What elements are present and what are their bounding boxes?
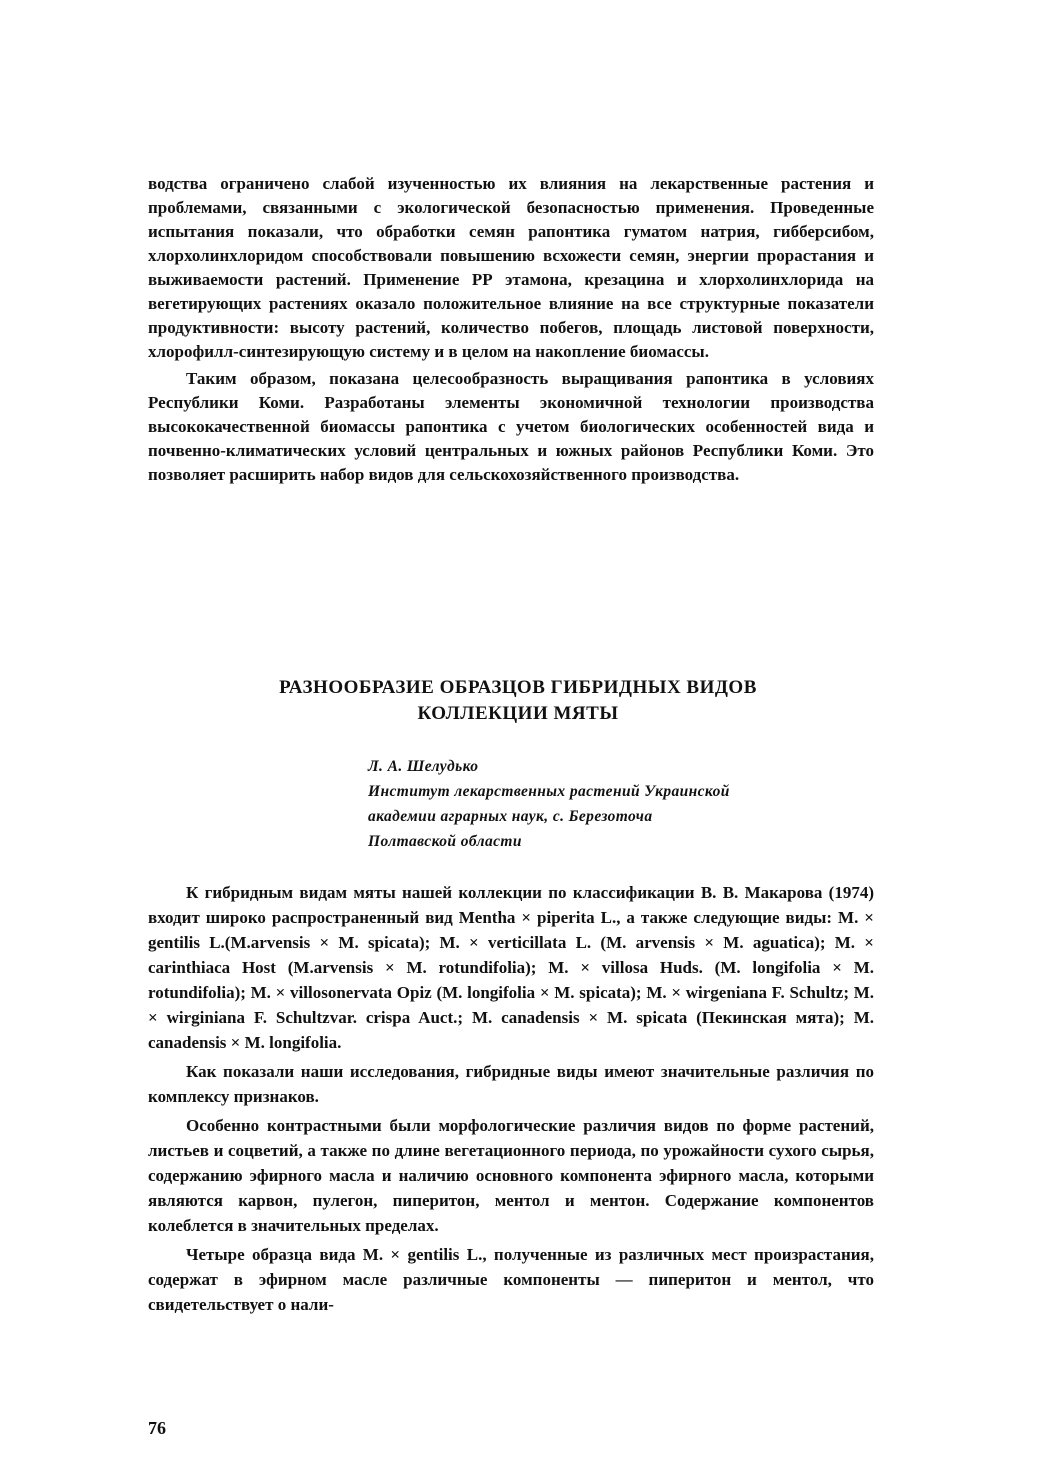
affiliation-line: академии аграрных наук, с. Березоточа xyxy=(368,808,653,825)
article-title xyxy=(148,675,888,727)
affiliation-line: Полтавской области xyxy=(368,833,522,850)
previous-article-continuation xyxy=(148,172,874,487)
article-body xyxy=(148,880,874,1317)
body-paragraph: водства ограничено слабой изученностью их влияния на лекарственные растения и проблемами, связанными с экологической безопасностью применения. Проведенные испытания показали, что обработки семян рапонтика гуматом натрия, гибберсибом, хлорхолинхлоридом способствовали повышению всхожести семян, энергии прорастания и выживаемости растений. Применение РР этамона, крезацина и хлорхолинхлорида на вегетирующих растениях оказало положительное влияние на все структурные показатели продуктивности: высоту растений, количество побегов, площадь листовой поверхности, хлорофилл-синтезирующую систему и в целом на накопление биомассы. xyxy=(148,174,874,361)
body-paragraph: Таким образом, показана целесообразность выращивания рапонтика в условиях Республики Коми. Разработаны элементы экономичной технологии производства высококачественной биомассы рапонтика с учетом биологических особенностей вида и почвенно-климатических условий центральных и южных районов Республики Коми. Это позволяет расширить набор видов для сельскохозяйственного производства. xyxy=(148,369,874,484)
title-line: КОЛЛЕКЦИИ МЯТЫ xyxy=(417,703,619,724)
body-paragraph: Четыре образца вида M. × gentilis L., полученные из различных мест произрастания, содержат в эфирном масле различные компоненты — пиперитон и ментол, что свидетельствует о нали- xyxy=(148,1245,874,1314)
body-paragraph: Особенно контрастными были морфологические различия видов по форме растений, листьев и соцветий, а также по длине вегетационного периода, по урожайности сухого сырья, содержанию эфирного масла и наличию основного компонента эфирного масла, которыми являются карвон, пулегон, пиперитон, ментол и ментон. Содержание компонентов колеблется в значительных пределах. xyxy=(148,1116,874,1235)
page-number: 76 xyxy=(148,1418,166,1438)
author-name: Л. А. Шелудько xyxy=(368,758,479,775)
body-paragraph: Как показали наши исследования, гибридные виды имеют значительные различия по комплексу признаков. xyxy=(148,1062,874,1106)
title-line: РАЗНООБРАЗИЕ ОБРАЗЦОВ ГИБРИДНЫХ ВИДОВ xyxy=(279,677,757,698)
body-paragraph: К гибридным видам мяты нашей коллекции по классификации В. В. Макарова (1974) входит широко распространенный вид Mentha × piperita L., а также следующие виды: M. × gentilis L.(M.arvensis × M. spicata); M. × verticillata L. (M. arvensis × M. aguatica); M. × carinthiaca Host (M.arvensis × M. rotundifolia); M. × villosa Huds. (M. longifolia × M. rotundifolia); M. × villosonervata Opiz (M. longifolia × M. spicata); M. × wirgeniana F. Schultz; M. × wirginiana F. Schultzvar. crispa Auct.; M. canadensis × M. spicata (Пекинская мята); M. canadensis × M. longifolia. xyxy=(148,883,874,1052)
author-block xyxy=(368,754,868,854)
affiliation-line: Институт лекарственных растений Украинской xyxy=(368,783,730,800)
